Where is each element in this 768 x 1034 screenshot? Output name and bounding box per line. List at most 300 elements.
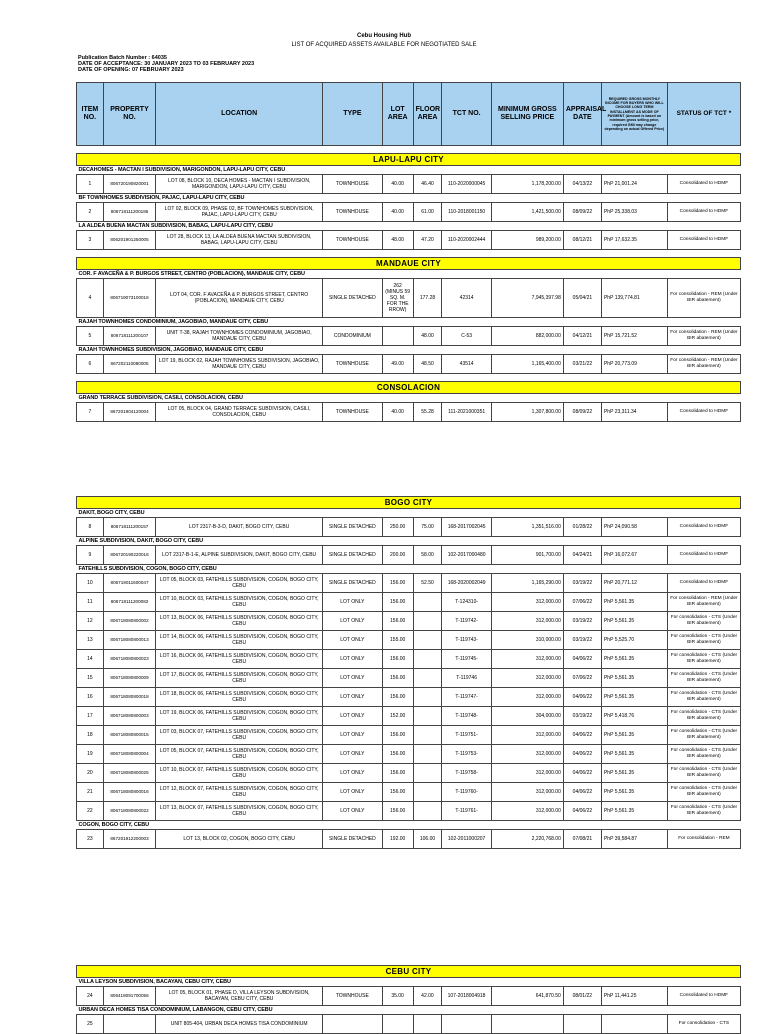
cell-prop: 806201901250005: [103, 231, 156, 250]
cell-loc: LOT 17, BLOCK 06, FATEHILLS SUBDIVISION, COGON, BOGO CITY, CEBU: [156, 669, 323, 688]
cell-price: 901,700.00: [491, 546, 563, 565]
city-name: MANDAUE CITY: [77, 258, 741, 270]
cell-tct: T-119760-: [442, 783, 491, 802]
cell-price: 2,220,768.00: [491, 830, 563, 849]
cell-prop: 806718080800004: [103, 745, 156, 764]
cell-tct: 110-2018001150: [442, 203, 491, 222]
cell-item: 11: [77, 593, 104, 612]
cell-type: LOT ONLY: [323, 688, 383, 707]
cell-floor: [413, 650, 442, 669]
cell-floor: [413, 707, 442, 726]
cell-status: Consolidated to HDMF: [667, 574, 740, 593]
col-header-location: LOCATION: [156, 83, 323, 146]
cell-lot: 156.00: [382, 688, 413, 707]
cell-type: TOWNHOUSE: [323, 355, 383, 374]
cell-price: 312,000.00: [491, 783, 563, 802]
cell-gmi: [601, 1015, 667, 1034]
cell-item: 20: [77, 764, 104, 783]
cell-prop: 867202110080005: [103, 355, 156, 374]
cell-status: For consolidation - CTS (Under BIR abatement): [667, 802, 740, 821]
subdivision-row: [77, 346, 741, 355]
cell-status: For consolidation - CTS (Under BIR abatement): [667, 783, 740, 802]
subdivision-name: FATEHILLS SUBDIVISION, COGON, BOGO CITY, CEBU: [77, 565, 741, 574]
subdivision-name: GRAND TERRACE SUBDIVISION, CASILI, CONSOLACION, CEBU: [77, 394, 741, 403]
cell-loc: LOT 2317-B-1-E, ALPINE SUBDIVISION, DAKIT, BOGO CITY, CEBU: [156, 546, 323, 565]
cell-item: 21: [77, 783, 104, 802]
subdivision-name: RAJAH TOWNHOMES CONDOMINIUM, JAGOBIAO, MANDAUE CITY, CEBU: [77, 318, 741, 327]
cell-tct: T-124310-: [442, 593, 491, 612]
cell-gmi: PhP 20,773.09: [601, 355, 667, 374]
subdivision-row: [77, 194, 741, 203]
cell-tct: 110-2020000045: [442, 175, 491, 194]
subdivision-row: [77, 821, 741, 830]
cell-tct: [442, 1015, 491, 1034]
cell-date: 04/06/22: [563, 783, 601, 802]
cell-date: 05/04/21: [563, 279, 601, 318]
city-name: BOGO CITY: [77, 497, 741, 509]
col-header-type: TYPE: [323, 83, 383, 146]
subdivision-name: DECAHOMES - MACTAN I SUBDIVISION, MARIGONDON, LAPU-LAPU CITY, CEBU: [77, 166, 741, 175]
city-header-row: [77, 382, 741, 394]
subdivision-name: URBAN DECA HOMES TISA CONDOMINIUM, LABANGON, CEBU CITY, CEBU: [77, 1006, 741, 1015]
col-header-status: STATUS OF TCT *: [667, 83, 740, 146]
cell-lot: 192.00: [382, 830, 413, 849]
cell-loc: LOT 13, BLOCK 02, COGON, BOGO CITY, CEBU: [156, 830, 323, 849]
spacer-row: [77, 374, 741, 382]
cell-prop: 806720190820001: [103, 175, 156, 194]
cell-gmi: PhP 5,561.35: [601, 726, 667, 745]
table-row: [77, 745, 741, 764]
table-row: [77, 987, 741, 1006]
cell-lot: 40.00: [382, 175, 413, 194]
cell-floor: [413, 726, 442, 745]
subdivision-row: [77, 978, 741, 987]
cell-tct: T-119747-: [442, 688, 491, 707]
cell-gmi: PhP 24,090.58: [601, 518, 667, 537]
table-row: [77, 1015, 741, 1034]
cell-loc: LOT 05, BLOCK 04, GRAND TERRACE SUBDIVISION, CASILI, CONSOLACION, CEBU: [156, 403, 323, 422]
cell-item: 24: [77, 987, 104, 1006]
opening-date: DATE OF OPENING: 07 FEBRUARY 2023: [78, 67, 184, 73]
col-header-msi: REQUIRED GROSS MONTHLY INCOME FOR BUYERS WHO WILL CHOOSE LONG TERM INSTALLMENT AS MODE OF PAYMENT (Amount is based on minimum gross selling price, required GMI may change depending on actual Offered Price): [601, 83, 667, 146]
table-row: [77, 593, 741, 612]
cell-floor: 42.00: [413, 987, 442, 1006]
subdivision-row: [77, 565, 741, 574]
table-row: [77, 574, 741, 593]
cell-prop: 806718080800002: [103, 612, 156, 631]
cell-lot: 35.00: [382, 987, 413, 1006]
cell-gmi: PhP 16,072.67: [601, 546, 667, 565]
cell-loc: LOT 2317-B-3-D, DAKIT, BOGO CITY, CEBU: [156, 518, 323, 537]
cell-type: LOT ONLY: [323, 669, 383, 688]
cell-tct: 102-2017000480: [442, 546, 491, 565]
cell-date: 08/09/22: [563, 403, 601, 422]
table-row: [77, 669, 741, 688]
assets-table-3: [76, 965, 741, 1034]
cell-lot: 40.00: [382, 403, 413, 422]
table-row: [77, 707, 741, 726]
cell-loc: LOT 19, BLOCK 06, FATEHILLS SUBDIVISION, COGON, BOGO CITY, CEBU: [156, 707, 323, 726]
cell-price: 312,000.00: [491, 726, 563, 745]
cell-prop: 806720190220016: [103, 546, 156, 565]
table-row: [77, 403, 741, 422]
cell-price: 1,351,516.00: [491, 518, 563, 537]
cell-item: 1: [77, 175, 104, 194]
table-row: [77, 726, 741, 745]
subdivision-name: BF TOWNHOMES SUBDIVISION, PAJAC, LAPU-LAPU CITY, CEBU: [77, 194, 741, 203]
cell-date: 03/19/22: [563, 631, 601, 650]
cell-loc: LOT 02, BLOCK 09, PHASE 02, BF TOWNHOMES SUBDIVISION, PAJAC, LAPU-LAPU CITY, CEBU: [156, 203, 323, 222]
cell-gmi: PhP 5,561.35: [601, 650, 667, 669]
cell-gmi: PhP 5,561.35: [601, 783, 667, 802]
cell-prop: 806718080800009: [103, 669, 156, 688]
cell-price: 312,000.00: [491, 688, 563, 707]
cell-prop: 806718080800015: [103, 726, 156, 745]
cell-lot: 156.00: [382, 764, 413, 783]
cell-lot: 152.00: [382, 707, 413, 726]
cell-status: For consolidation - CTS: [667, 1015, 740, 1034]
cell-price: 1,165,290.00: [491, 574, 563, 593]
cell-loc: LOT 12, BLOCK 07, FATEHILLS SUBDIVISION, COGON, BOGO CITY, CEBU: [156, 783, 323, 802]
cell-prop: 806718111200157: [103, 518, 156, 537]
subdivision-row: [77, 1006, 741, 1015]
cell-floor: 75.00: [413, 518, 442, 537]
cell-date: 04/13/22: [563, 175, 601, 194]
cell-date: 07/08/21: [563, 830, 601, 849]
cell-loc: LOT 05, BLOCK 01, PHASE D, VILLA LEYSON SUBDIVISION, BACAYAN, CEBU CITY, CEBU: [156, 987, 323, 1006]
cell-prop: 806718080800003: [103, 707, 156, 726]
cell-tct: 42314: [442, 279, 491, 318]
cell-price: 312,000.00: [491, 669, 563, 688]
cell-prop: 806719073100016: [103, 279, 156, 318]
cell-item: 14: [77, 650, 104, 669]
cell-lot: [382, 327, 413, 346]
cell-gmi: PhP 39,584.87: [601, 830, 667, 849]
subdivision-row: [77, 270, 741, 279]
cell-status: For consolidation - CTS (Under BIR abatement): [667, 688, 740, 707]
cell-loc: LOT 04, COR. F AVACEÑA & P. BURGOS STREET, CENTRO (POBLACION), MANDAUE CITY, CEBU: [156, 279, 323, 318]
cell-lot: 156.00: [382, 726, 413, 745]
cell-loc: LOT 13, BLOCK 07, FATEHILLS SUBDIVISION, COGON, BOGO CITY, CEBU: [156, 802, 323, 821]
cell-item: 19: [77, 745, 104, 764]
cell-date: 08/09/22: [563, 203, 601, 222]
cell-status: For consolidation - REM: [667, 830, 740, 849]
table-row: [77, 783, 741, 802]
city-name: LAPU-LAPU CITY: [77, 154, 741, 166]
cell-floor: 48.50: [413, 355, 442, 374]
cell-floor: 106.00: [413, 830, 442, 849]
cell-status: For consolidation - CTS (Under BIR abatement): [667, 726, 740, 745]
cell-floor: [413, 631, 442, 650]
col-header-floor: FLOOR AREA: [413, 83, 442, 146]
cell-status: For consolidation - REM (Under BIR abatement): [667, 327, 740, 346]
cell-type: LOT ONLY: [323, 726, 383, 745]
cell-lot: 48.00: [382, 231, 413, 250]
cell-status: For consolidation - CTS (Under BIR abatement): [667, 745, 740, 764]
cell-floor: [413, 783, 442, 802]
cell-gmi: PhP 20,771.12: [601, 574, 667, 593]
cell-status: Consolidated to HDMF: [667, 403, 740, 422]
cell-type: TOWNHOUSE: [323, 231, 383, 250]
cell-floor: [413, 802, 442, 821]
cell-price: 312,000.00: [491, 764, 563, 783]
table-row: [77, 650, 741, 669]
cell-loc: LOT 03, BLOCK 07, FATEHILLS SUBDIVISION, COGON, BOGO CITY, CEBU: [156, 726, 323, 745]
cell-tct: T-119753-: [442, 745, 491, 764]
cell-tct: 168-2020002049: [442, 574, 491, 593]
cell-type: SINGLE DETACHED: [323, 546, 383, 565]
cell-floor: 58.00: [413, 546, 442, 565]
cell-loc: LOT 10, BLOCK 03, FATEHILLS SUBDIVISION, COGON, BOGO CITY, CEBU: [156, 593, 323, 612]
city-header-row: [77, 258, 741, 270]
cell-tct: 43514: [442, 355, 491, 374]
cell-item: 15: [77, 669, 104, 688]
cell-type: LOT ONLY: [323, 783, 383, 802]
cell-prop: 806718080800018: [103, 688, 156, 707]
cell-item: 8: [77, 518, 104, 537]
city-name: CONSOLACION: [77, 382, 741, 394]
cell-gmi: PhP 5,561.35: [601, 688, 667, 707]
subdivision-row: [77, 318, 741, 327]
cell-status: For consolidation - CTS (Under BIR abatement): [667, 669, 740, 688]
table-row: [77, 688, 741, 707]
cell-floor: [413, 669, 442, 688]
cell-lot: 156.00: [382, 612, 413, 631]
cell-tct: T-119751-: [442, 726, 491, 745]
cell-date: 01/28/22: [563, 518, 601, 537]
cell-tct: T-119761-: [442, 802, 491, 821]
spacer-row: [77, 250, 741, 258]
cell-type: LOT ONLY: [323, 764, 383, 783]
cell-date: 04/06/22: [563, 764, 601, 783]
cell-prop: 806718111200185: [103, 203, 156, 222]
publication-batch: Publication Batch Number : 64035: [78, 55, 167, 61]
table-row: [77, 518, 741, 537]
cell-gmi: PhP 25,338.03: [601, 203, 667, 222]
cell-type: LOT ONLY: [323, 707, 383, 726]
cell-loc: LOT 08, BLOCK 10, DECA HOMES - MACTAN I SUBDIVISION, MARIGONDON, LAPU-LAPU CITY, CEBU: [156, 175, 323, 194]
table-row: [77, 802, 741, 821]
cell-status: For consolidation - CTS (Under BIR abatement): [667, 707, 740, 726]
col-header-appraisal: APPRAISAL DATE: [563, 83, 601, 146]
subdivision-name: COGON, BOGO CITY, CEBU: [77, 821, 741, 830]
assets-table-1: [76, 82, 741, 422]
cell-status: For consolidation - CTS (Under BIR abatement): [667, 764, 740, 783]
col-header-property: PROPERTY NO.: [103, 83, 156, 146]
cell-loc: LOT 14, BLOCK 06, FATEHILLS SUBDIVISION, COGON, BOGO CITY, CEBU: [156, 631, 323, 650]
cell-prop: 806718111200107: [103, 327, 156, 346]
cell-tct: C-53: [442, 327, 491, 346]
cell-tct: T-119748-: [442, 707, 491, 726]
cell-date: 08/12/21: [563, 231, 601, 250]
cell-item: 7: [77, 403, 104, 422]
cell-type: SINGLE DETACHED: [323, 518, 383, 537]
cell-price: 304,000.00: [491, 707, 563, 726]
cell-price: 312,000.00: [491, 593, 563, 612]
cell-tct: T-119758-: [442, 764, 491, 783]
cell-lot: 156.00: [382, 783, 413, 802]
cell-prop: 806718080800025: [103, 764, 156, 783]
cell-price: 312,000.00: [491, 650, 563, 669]
cell-loc: LOT 10, BLOCK 07, FATEHILLS SUBDIVISION, COGON, BOGO CITY, CEBU: [156, 764, 323, 783]
col-header-price: MINIMUM GROSS SELLING PRICE: [491, 83, 563, 146]
cell-date: 03/21/22: [563, 355, 601, 374]
subdivision-name: RAJAH TOWNHOMES SUBDIVISION, JAGOBIAO, MANDAUE CITY, CEBU: [77, 346, 741, 355]
cell-item: 22: [77, 802, 104, 821]
cell-type: TOWNHOUSE: [323, 175, 383, 194]
cell-status: Consolidated to HDMF: [667, 203, 740, 222]
subdivision-name: VILLA LEYSON SUBDIVISION, BACAYAN, CEBU CITY, CEBU: [77, 978, 741, 987]
city-header-row: [77, 154, 741, 166]
cell-tct: 111-2021000351: [442, 403, 491, 422]
cell-status: Consolidated to HDMF: [667, 231, 740, 250]
cell-lot: 40.00: [382, 203, 413, 222]
cell-type: TOWNHOUSE: [322, 987, 382, 1006]
cell-price: 641,870.50: [491, 987, 563, 1006]
cell-gmi: PhP 5,561.35: [601, 669, 667, 688]
cell-lot: [382, 1015, 413, 1034]
subdivision-row: [77, 394, 741, 403]
cell-price: 310,000.00: [491, 631, 563, 650]
cell-loc: LOT 13, BLOCK 06, FATEHILLS SUBDIVISION, COGON, BOGO CITY, CEBU: [156, 612, 323, 631]
cell-date: 07/06/22: [563, 669, 601, 688]
cell-gmi: PhP 5,525.70: [601, 631, 667, 650]
subdivision-name: COR. F AVACEÑA & P. BURGOS STREET, CENTRO (POBLACION), MANDAUE CITY, CEBU: [77, 270, 741, 279]
cell-item: 17: [77, 707, 104, 726]
cell-status: Consolidated to HDMF: [667, 987, 740, 1006]
cell-item: 10: [77, 574, 104, 593]
cell-lot: 156.00: [382, 745, 413, 764]
cell-gmi: PhP 5,561.35: [601, 802, 667, 821]
cell-price: 1,165,400.00: [491, 355, 563, 374]
cell-gmi: PhP 5,561.35: [601, 745, 667, 764]
cell-type: LOT ONLY: [323, 802, 383, 821]
cell-prop: 867201904120004: [103, 403, 156, 422]
cell-date: 07/06/22: [563, 593, 601, 612]
subdivision-row: [77, 166, 741, 175]
header-row: [77, 83, 741, 146]
cell-floor: [413, 764, 442, 783]
cell-price: [491, 1015, 563, 1034]
cell-status: Consolidated to HDMF: [667, 175, 740, 194]
cell-date: 04/06/22: [563, 688, 601, 707]
cell-lot: 155.00: [382, 631, 413, 650]
subdivision-row: [77, 537, 741, 546]
cell-gmi: PhP 23,311.34: [601, 403, 667, 422]
cell-prop: 806718080800023: [103, 650, 156, 669]
cell-lot: 156.00: [382, 593, 413, 612]
cell-lot: 49.00: [382, 355, 413, 374]
cell-status: For consolidation - CTS (Under BIR abatement): [667, 612, 740, 631]
table-row: [77, 631, 741, 650]
cell-status: For consolidation - CTS (Under BIR abatement): [667, 650, 740, 669]
cell-gmi: PhP 11,441.25: [601, 987, 667, 1006]
cell-price: 312,000.00: [491, 612, 563, 631]
acceptance-dates: DATE OF ACCEPTANCE: 30 JANUARY 2023 TO 03 FEBRUARY 2023: [78, 61, 255, 67]
cell-lot: 156.00: [382, 650, 413, 669]
cell-gmi: PhP 5,561.35: [601, 593, 667, 612]
cell-item: 12: [77, 612, 104, 631]
cell-item: 6: [77, 355, 104, 374]
cell-prop: 806719011600047: [103, 574, 156, 593]
cell-date: 03/19/22: [563, 612, 601, 631]
cell-date: 04/12/21: [563, 327, 601, 346]
cell-lot: 156.00: [382, 802, 413, 821]
cell-prop: [103, 1015, 155, 1034]
cell-item: 2: [77, 203, 104, 222]
cell-status: For consolidation - REM (Under BIR abatement): [667, 355, 740, 374]
cell-item: 13: [77, 631, 104, 650]
cell-type: LOT ONLY: [323, 745, 383, 764]
cell-tct: 107-2018004918: [442, 987, 491, 1006]
cell-price: 312,000.00: [491, 802, 563, 821]
cell-lot: 200.00: [382, 546, 413, 565]
cell-type: LOT ONLY: [323, 631, 383, 650]
table-row: [77, 355, 741, 374]
cell-gmi: PhP 5,418.76: [601, 707, 667, 726]
cell-prop: 867201912200003: [103, 830, 156, 849]
cell-price: 312,000.00: [491, 745, 563, 764]
cell-prop: 806718080800016: [103, 783, 156, 802]
cell-floor: [413, 745, 442, 764]
cell-floor: 48.00: [413, 327, 442, 346]
cell-price: 1,307,800.00: [491, 403, 563, 422]
cell-lot: 250.00: [382, 518, 413, 537]
cell-gmi: PhP 5,561.35: [601, 764, 667, 783]
cell-loc: LOT 18, BLOCK 06, FATEHILLS SUBDIVISION, COGON, BOGO CITY, CEBU: [156, 688, 323, 707]
cell-date: 03/19/22: [563, 707, 601, 726]
cell-item: 23: [77, 830, 104, 849]
cell-date: 04/06/22: [563, 650, 601, 669]
cell-status: For consolidation - REM (Under BIR abatement): [667, 279, 740, 318]
cell-price: 7,945,397.98: [491, 279, 563, 318]
city-header-row: [77, 497, 741, 509]
table-row: [77, 830, 741, 849]
cell-tct: T-119745-: [442, 650, 491, 669]
cell-price: 1,421,500.00: [491, 203, 563, 222]
cell-status: For consolidation - CTS (Under BIR abatement): [667, 631, 740, 650]
table-row: [77, 764, 741, 783]
cell-floor: 47.20: [413, 231, 442, 250]
cell-tct: T-119742-: [442, 612, 491, 631]
cell-date: 04/06/22: [563, 802, 601, 821]
cell-loc: UNIT T-38, RAJAH TOWNHOMES CONDOMINIUM, JAGOBIAO, MANDAUE CITY, CEBU: [156, 327, 323, 346]
cell-type: CONDOMINIUM: [323, 327, 383, 346]
cell-item: 3: [77, 231, 104, 250]
cell-tct: T-119746: [442, 669, 491, 688]
cell-item: 25: [77, 1015, 104, 1034]
cell-date: [563, 1015, 601, 1034]
cell-loc: LOT 28, BLOCK 13, LA ALDEA BUENA MACTAN SUBDIVISION, BABAG, LAPU-LAPU CITY, CEBU: [156, 231, 323, 250]
cell-floor: 55.28: [413, 403, 442, 422]
cell-date: 08/01/22: [563, 987, 601, 1006]
cell-lot: 156.00: [382, 574, 413, 593]
cell-item: 9: [77, 546, 104, 565]
col-header-item: ITEM NO.: [77, 83, 104, 146]
cell-floor: 61.00: [413, 203, 442, 222]
cell-price: 882,000.00: [491, 327, 563, 346]
cell-tct: 102-2011000207: [442, 830, 491, 849]
cell-status: Consolidated to HDMF: [667, 518, 740, 537]
cell-gmi: PhP 21,001.24: [601, 175, 667, 194]
cell-item: 5: [77, 327, 104, 346]
cell-lot: 262 (MINUS 59 SQ. M. FOR THE RROW): [382, 279, 413, 318]
cell-price: 989,200.00: [491, 231, 563, 250]
cell-type: SINGLE DETACHED: [323, 574, 383, 593]
cell-date: 04/06/22: [563, 745, 601, 764]
cell-gmi: PhP 5,561.35: [601, 612, 667, 631]
subdivision-row: [77, 222, 741, 231]
